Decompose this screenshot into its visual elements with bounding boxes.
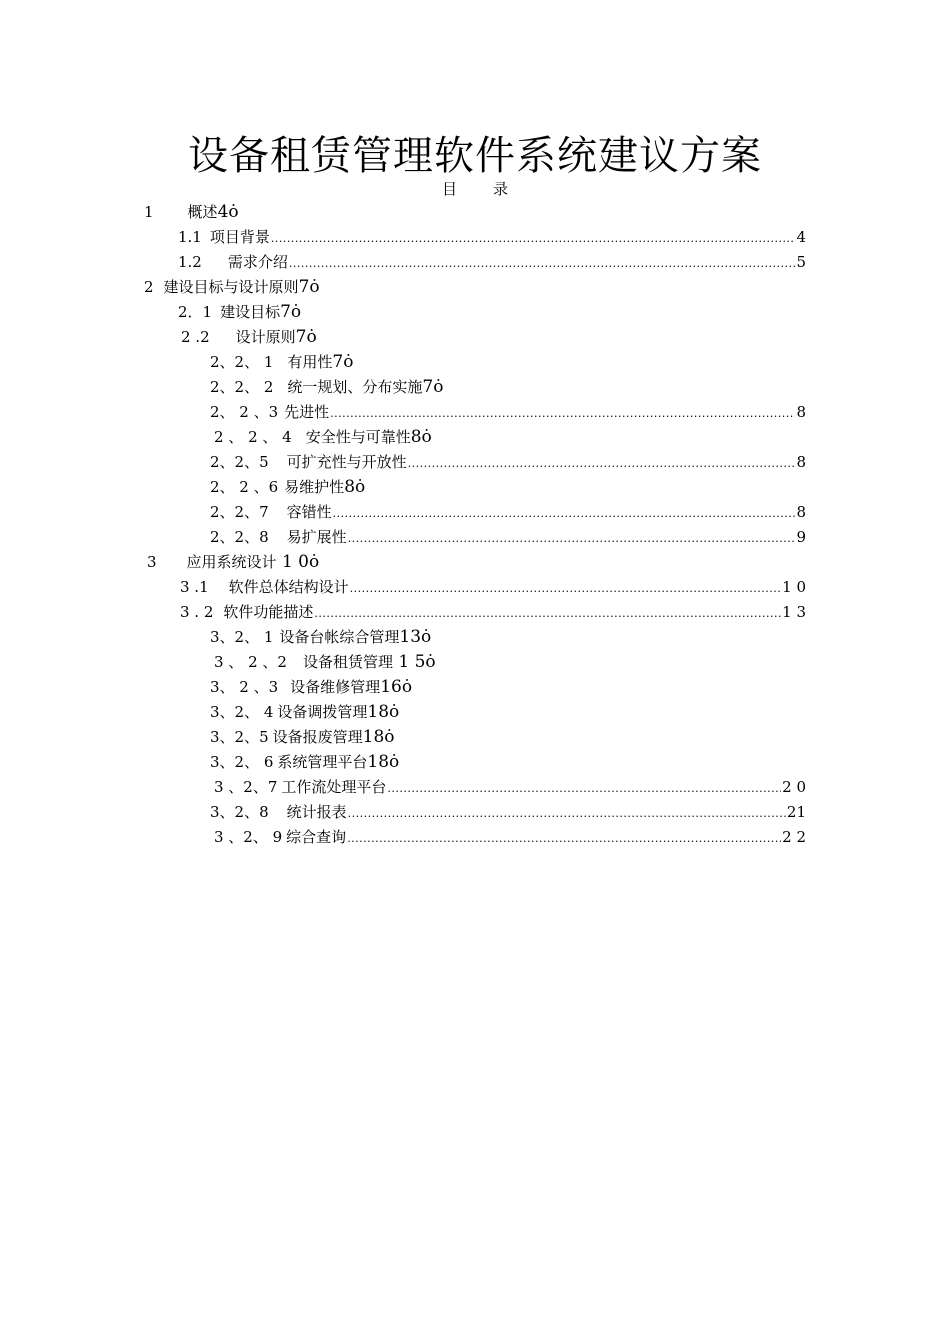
toc-entry[interactable]	[180, 602, 806, 622]
toc-entry[interactable]	[178, 302, 301, 322]
toc-entry[interactable]	[210, 402, 806, 422]
toc-entry[interactable]	[178, 252, 806, 272]
toc-entry-number: 2．1	[178, 303, 213, 321]
toc-entry-number: 2、2、 1	[210, 353, 274, 371]
toc-entry-title: 先进性	[284, 403, 330, 421]
toc-entry-page: 7ȯ	[422, 377, 444, 397]
dot-leader	[289, 254, 796, 274]
toc-entry-title: 软件总体结构设计	[228, 578, 349, 596]
toc-entry-title: 系统管理平台	[277, 753, 368, 771]
toc-entry-title: 建设目标与设计原则	[163, 278, 299, 296]
toc-entry-number: 3	[147, 553, 157, 571]
toc-entry-title: 项目背景	[209, 228, 270, 246]
toc-entry[interactable]	[181, 327, 317, 347]
toc-entry[interactable]	[210, 802, 806, 822]
toc-entry-page: 7ȯ	[298, 277, 320, 297]
toc-entry-title: 有用性	[287, 353, 333, 371]
toc-entry[interactable]	[180, 577, 806, 597]
toc-entry-title: 应用系统设计	[186, 553, 277, 571]
toc-entry[interactable]	[214, 827, 806, 847]
toc-entry-number: 3 .1	[180, 578, 209, 596]
dot-leader	[348, 804, 786, 824]
toc-entry-page: 1 5ȯ	[392, 652, 436, 672]
toc-entry[interactable]	[144, 202, 239, 222]
toc-entry[interactable]	[210, 452, 806, 472]
toc-entry[interactable]	[214, 652, 436, 672]
toc-entry-number: 2 .2	[181, 328, 210, 346]
toc-entry-title: 需求介绍	[227, 253, 288, 271]
toc-entry[interactable]	[210, 477, 365, 497]
toc-entry-page: 8	[796, 403, 806, 421]
toc-entry-page: 21	[786, 803, 806, 821]
toc-entry-page: 1 0ȯ	[276, 552, 320, 572]
toc-entry-page: 9	[796, 528, 806, 546]
toc-entry-title: 容错性	[286, 503, 332, 521]
toc-entry-title: 易扩展性	[286, 528, 347, 546]
toc-entry-page: 8	[796, 503, 806, 521]
toc-entry-number: 2、2、 2	[210, 378, 274, 396]
toc-entry-page: 16ȯ	[380, 677, 413, 697]
dot-leader	[347, 829, 781, 849]
toc-entry[interactable]	[210, 727, 395, 747]
toc-entry-number: 3 . 2	[180, 603, 214, 621]
toc-entry-title: 安全性与可靠性	[305, 428, 411, 446]
toc-entry[interactable]	[210, 702, 399, 722]
toc-entry-number: 2、2、5	[210, 453, 269, 471]
toc-entry-number: 2	[144, 278, 154, 296]
dot-leader	[387, 779, 781, 799]
dot-leader	[314, 604, 781, 624]
toc-entry-page: 1 0	[782, 578, 806, 596]
dot-leader	[333, 504, 796, 524]
toc-entry-page: 7ȯ	[295, 327, 317, 347]
toc-entry-title: 建设目标	[220, 303, 281, 321]
toc-entry[interactable]	[147, 552, 319, 572]
toc-entry-title: 概述	[187, 203, 218, 221]
toc-entry[interactable]	[210, 627, 431, 647]
toc-entry-title: 设备调拨管理	[277, 703, 368, 721]
toc-entry-title: 可扩充性与开放性	[286, 453, 407, 471]
toc-entry-page: 4ȯ	[217, 202, 239, 222]
toc-entry-number: 2、2、8	[210, 528, 269, 546]
toc-entry-page: 7ȯ	[280, 302, 302, 322]
toc-entry-title: 统一规划、分布实施	[287, 378, 423, 396]
toc-entry-title: 设备维修管理	[290, 678, 381, 696]
toc-entry[interactable]	[210, 752, 399, 772]
toc-entry-number: 3 、2、7	[214, 778, 278, 796]
toc-entry-page: 8ȯ	[344, 477, 366, 497]
toc-entry[interactable]	[144, 277, 320, 297]
toc-entry-title: 统计报表	[286, 803, 347, 821]
toc-entry-number: 2、 2 、3	[210, 403, 279, 421]
toc-entry-title: 设备台帐综合管理	[279, 628, 400, 646]
toc-entry-number: 3 、2、 9	[214, 828, 283, 846]
toc-entry[interactable]	[210, 352, 353, 372]
toc-entry-title: 软件功能描述	[223, 603, 314, 621]
toc-entry-number: 3 、 2 、2	[214, 653, 287, 671]
toc-entry[interactable]	[210, 527, 806, 547]
toc-entry-title: 设备报废管理	[272, 728, 363, 746]
toc-entry[interactable]	[214, 427, 432, 447]
toc-entry[interactable]	[178, 227, 806, 247]
toc-entry-title: 工作流处理平台	[281, 778, 387, 796]
toc-entry-page: 18ȯ	[367, 702, 400, 722]
toc-entry-number: 3、2、 4	[210, 703, 274, 721]
dot-leader	[408, 454, 796, 474]
toc-entry-page: 13ȯ	[399, 627, 432, 647]
toc-entry-page: 2 2	[782, 828, 806, 846]
toc-entry-number: 3、 2 、3	[210, 678, 279, 696]
toc-entry-number: 2 、 2 、 4	[214, 428, 292, 446]
toc-entry-page: 8	[796, 453, 806, 471]
toc-entry-number: 2、2、7	[210, 503, 269, 521]
toc-entry-page: 18ȯ	[362, 727, 395, 747]
toc-entry-number: 3、2、 6	[210, 753, 274, 771]
toc-entry-title: 易维护性	[284, 478, 345, 496]
toc-entry-page: 4	[796, 228, 806, 246]
toc-entry-number: 1.1	[178, 228, 202, 246]
toc-heading: 目录	[441, 180, 544, 198]
toc-entry[interactable]	[210, 677, 412, 697]
dot-leader	[350, 579, 782, 599]
toc-entry[interactable]	[210, 502, 806, 522]
toc-entry-title: 设计原则	[235, 328, 296, 346]
dot-leader	[348, 529, 796, 549]
toc-entry-title: 设备租赁管理	[302, 653, 393, 671]
toc-entry-page: 18ȯ	[367, 752, 400, 772]
toc-entry-number: 3、2、 1	[210, 628, 274, 646]
dot-leader	[271, 229, 796, 249]
toc-entry-page: 8ȯ	[410, 427, 432, 447]
toc-entry-page: 7ȯ	[332, 352, 354, 372]
toc-entry-page: 1 3	[782, 603, 806, 621]
toc-entry-page: 5	[796, 253, 806, 271]
toc-entry[interactable]	[210, 377, 443, 397]
toc-entry-title: 综合查询	[286, 828, 347, 846]
toc-entry-page: 2 0	[782, 778, 806, 796]
toc-entry[interactable]	[214, 777, 806, 797]
document-title: 设备租赁管理软件系统建议方案	[188, 133, 762, 179]
toc-entry-number: 1	[144, 203, 154, 221]
dot-leader	[330, 404, 795, 424]
toc-entry-number: 3、2、8	[210, 803, 269, 821]
toc-entry-number: 1.2	[178, 253, 202, 271]
toc-entry-number: 3、2、5	[210, 728, 269, 746]
toc-entry-number: 2、 2 、6	[210, 478, 279, 496]
